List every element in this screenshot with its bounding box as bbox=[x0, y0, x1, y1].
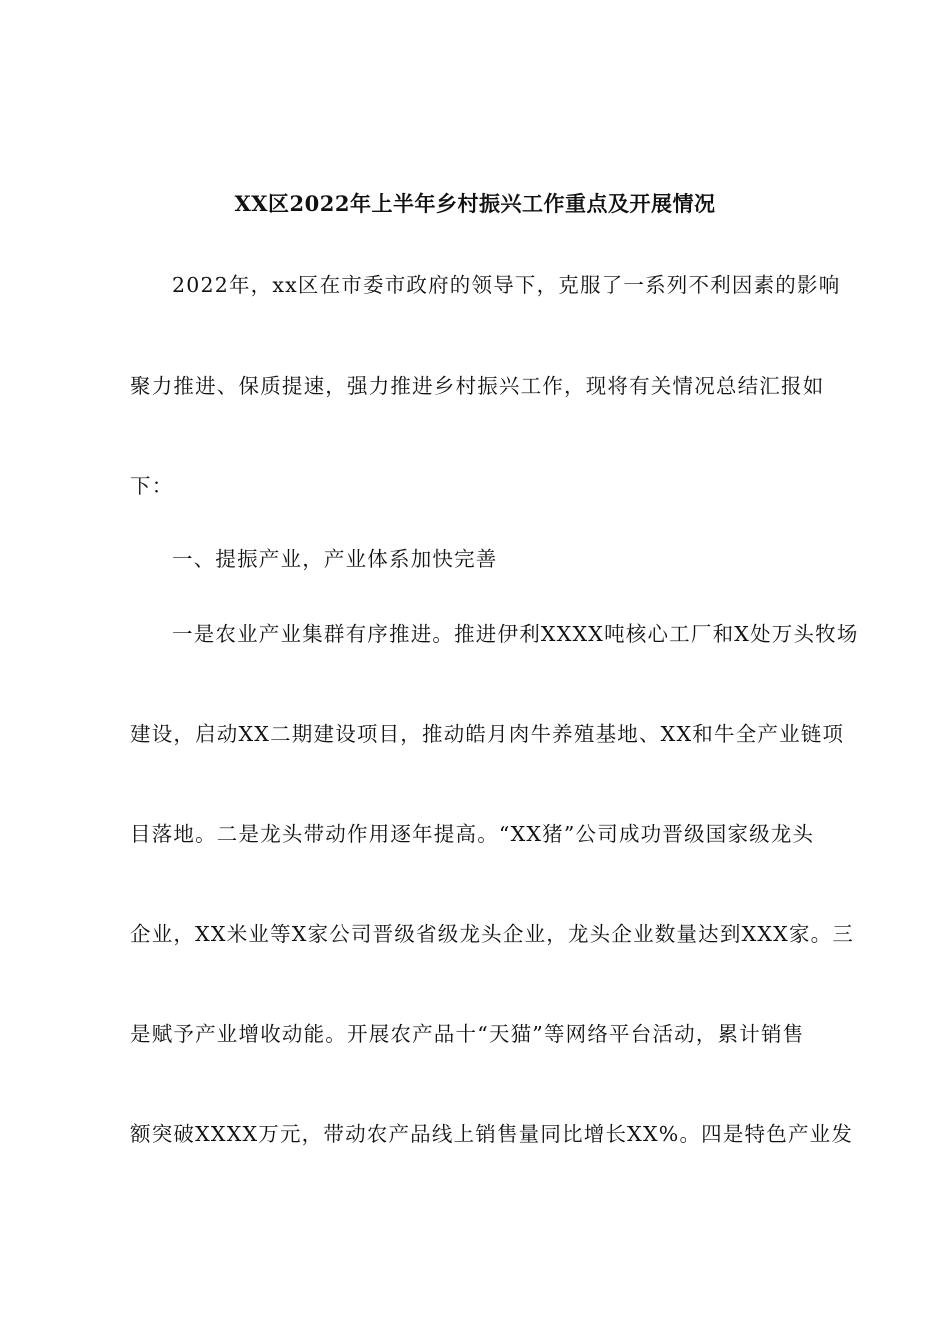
paragraph-line: 目落地。二是龙头带动作用逐年提高。“XX猪”公司成功晋级国家级龙头 bbox=[130, 822, 815, 846]
section-heading: 一、提振产业，产业体系加快完善 bbox=[172, 547, 498, 571]
paragraph-line: 企业，XX米业等X家公司晋级省级龙头企业，龙头企业数量达到XXX家。三 bbox=[130, 922, 855, 946]
paragraph-line: 2022年，xx区在市委市政府的领导下，克服了一系列不利因素的影响 bbox=[172, 273, 841, 297]
paragraph-line: 一是农业产业集群有序推进。推进伊利XXXX吨核心工厂和X处万头牧场 bbox=[172, 622, 859, 646]
document-title: XX区2022年上半年乡村振兴工作重点及开展情况 bbox=[234, 191, 716, 216]
paragraph-line: 建设，启动XX二期建设项目，推动皓月肉牛养殖基地、XX和牛全产业链项 bbox=[130, 722, 845, 746]
paragraph-line: 聚力推进、保质提速，强力推进乡村振兴工作，现将有关情况总结汇报如 bbox=[130, 374, 825, 398]
paragraph-line: 下： bbox=[130, 474, 174, 498]
paragraph-line: 额突破XXXX万元，带动农产品线上销售量同比增长XX%。四是特色产业发 bbox=[130, 1122, 854, 1146]
paragraph-line: 是赋予产业增收动能。开展农产品十“天猫”等网络平台活动，累计销售 bbox=[130, 1022, 805, 1046]
